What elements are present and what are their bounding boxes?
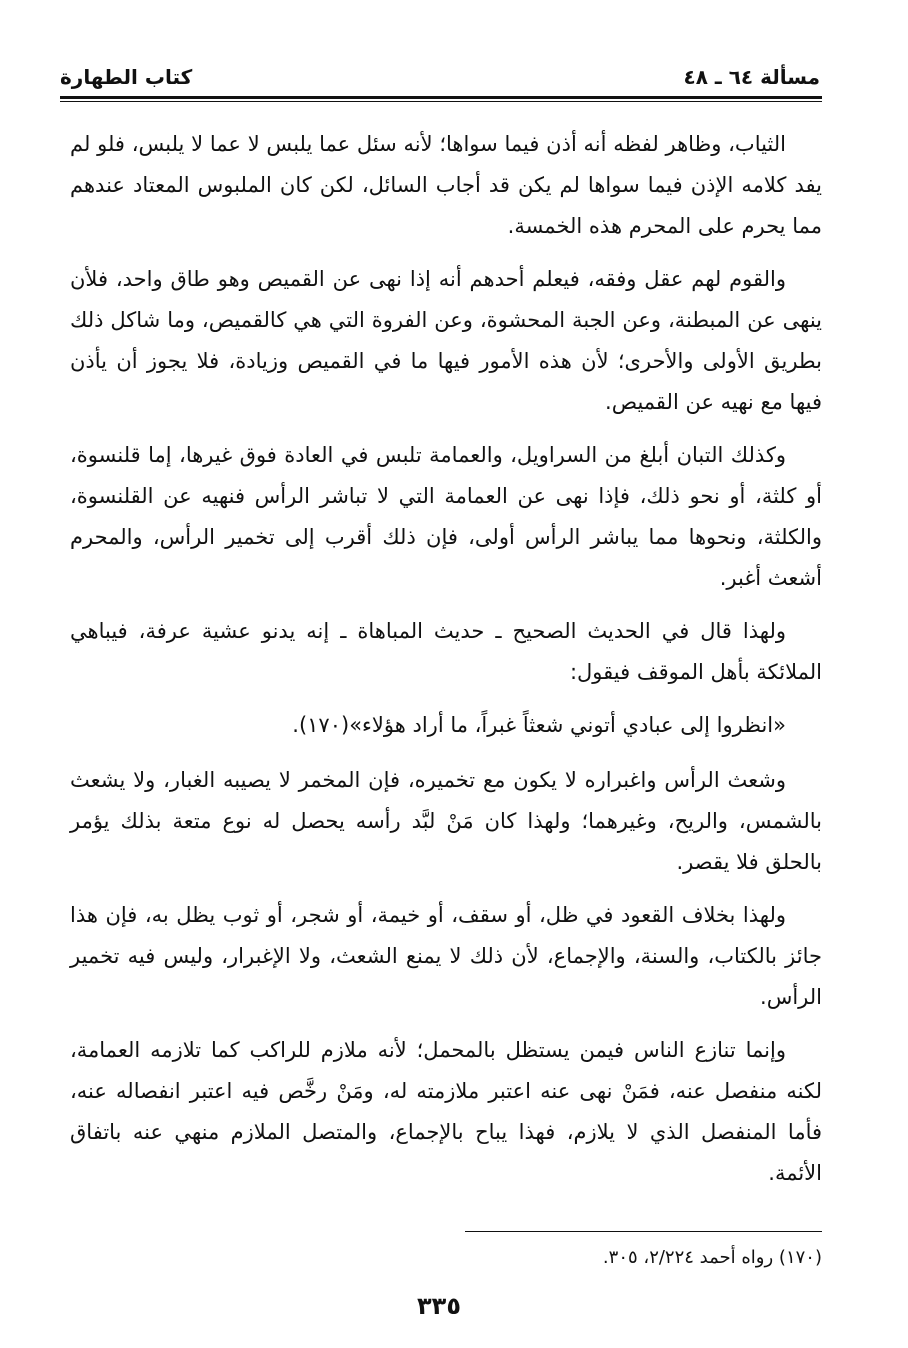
paragraph: ولهذا قال في الحديث الصحيح ـ حديث المباهاة ـ إنه يدنو عشية عرفة، فيباهي الملائكة بأهل الموقف فيقول: <box>70 619 822 684</box>
paragraph: الثياب، وظاهر لفظه أنه أذن فيما سواها؛ لأنه سئل عما يلبس لا عما لا يلبس، فلو لم يفد كلامه الإذن فيما سواها لم يكن قد أجاب السائل، لكن كان الملبوس المعتاد عندهم مما يحرم على المحرم هذه الخمسة. <box>70 132 822 238</box>
paragraph: وشعث الرأس واغبراره لا يكون مع تخميره، فإن المخمر لا يصيبه الغبار، ولا يشعث بالشمس، والريح، وغيرهما؛ ولهذا كان مَنْ لبَّد رأسه يحصل له نوع متعة بذلك يؤمر بالحلق فلا يقصر. <box>70 768 822 874</box>
footnote: (١٧٠) رواه أحمد ٢/٢٢٤، ٣٠٥. <box>602 1247 822 1268</box>
header-rule <box>60 96 822 99</box>
running-header <box>60 56 820 92</box>
paragraph: وإنما تنازع الناس فيمن يستظل بالمحمل؛ لأنه ملازم للراكب كما تلازمه العمامة، لكنه منفصل عنه، فمَنْ نهى عنه اعتبر ملازمته له، ومَنْ رخَّص فيه اعتبر انفصاله عنه، فأما المنفصل الذي لا يلازم، فهذا يباح بالإجماع، والمتصل الملازم منهي عنه باتفاق الأئمة. <box>70 1038 822 1185</box>
section-title: مسألة ٦٤ ـ ٤٨ <box>683 65 820 89</box>
hadith-quote: «انظروا إلى عبادي أتوني شعثاً غبراً، ما أراد هؤلاء»(١٧٠). <box>292 713 786 737</box>
header-rule-thin <box>60 101 822 102</box>
paragraph: ولهذا بخلاف القعود في ظل، أو سقف، أو خيمة، أو شجر، أو ثوب يظل به، فإن هذا جائز بالكتاب، والسنة، والإجماع، لأن ذلك لا يمنع الشعث، ولا الإغبرار، وليس فيه تخمير الرأس. <box>70 903 822 1009</box>
book-title: كتاب الطهارة <box>60 65 193 89</box>
footnote-rule <box>465 1231 822 1232</box>
paragraph: والقوم لهم عقل وفقه، فيعلم أحدهم أنه إذا نهى عن القميص وهو طاق واحد، فلأن ينهى عن المبطنة، وعن الجبة المحشوة، وعن الفروة التي هي كالقميص، وما شاكل ذلك بطريق الأولى والأحرى؛ لأن هذه الأمور فيها ما في القميص وزيادة، فلا يجوز أن يأذن فيها مع نهيه عن القميص. <box>70 267 822 414</box>
paragraph: وكذلك التبان أبلغ من السراويل، والعمامة تلبس في العادة فوق غيرها، إما قلنسوة، أو كلثة، أو نحو ذلك، فإذا نهى عن العمامة التي لا تباشر الرأس فنهيه عن القلنسوة، والكلثة، ونحوها مما يباشر الرأس أولى، فإن ذلك أقرب إلى تخمير الرأس، والمحرم أشعث أغبر. <box>70 443 822 590</box>
main-text <box>70 124 822 1206</box>
page-number: ٣٣٥ <box>417 1292 461 1320</box>
